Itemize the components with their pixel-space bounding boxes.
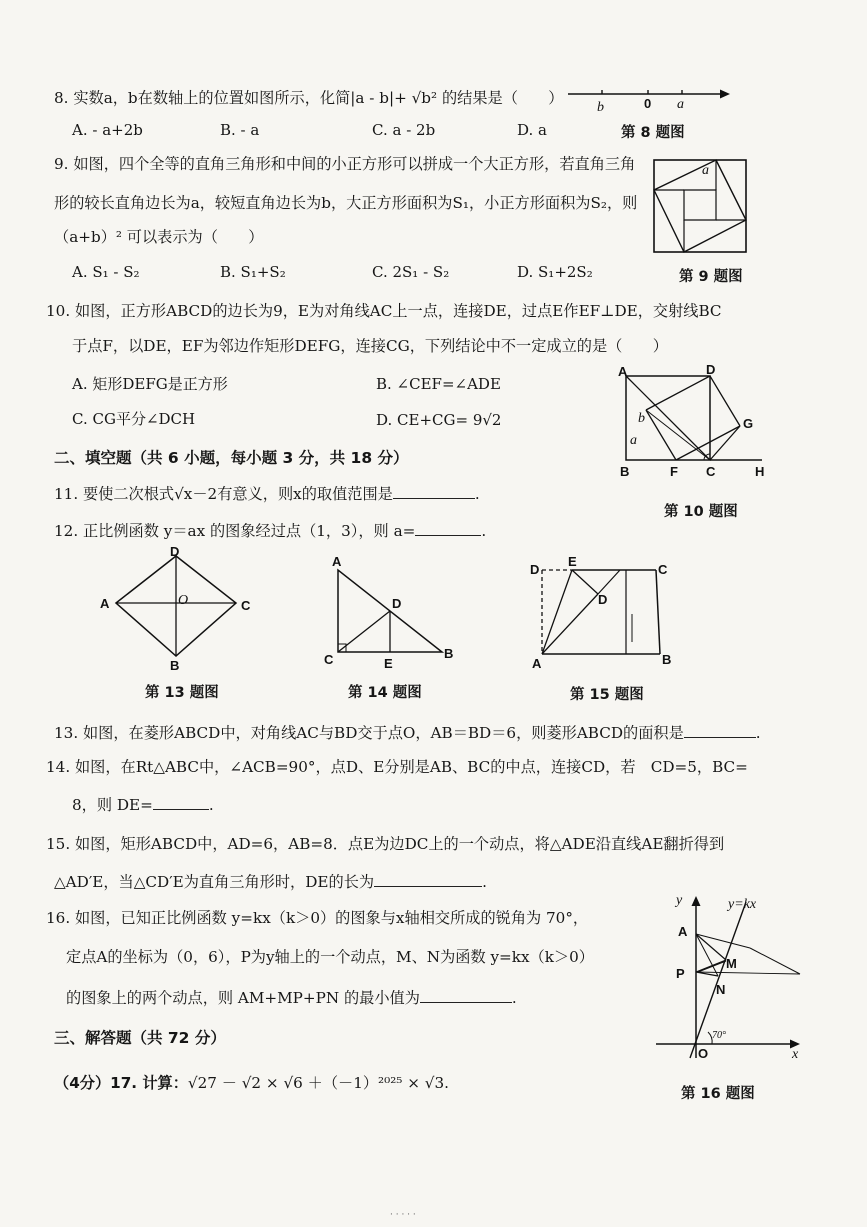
q14-line2: 8，则 DE= . (72, 793, 214, 815)
fig14-triangle (320, 552, 465, 677)
q13-answer-blank[interactable] (684, 721, 756, 738)
fig15-label-D: D (530, 562, 540, 577)
q9-line2: 形的较长直角边长为a，较短直角边长为b，大正方形面积为S₁，小正方形面积为S₂，则 (54, 194, 638, 212)
q8-number-line (560, 78, 740, 118)
q16-label-ykx: y=kx (728, 897, 757, 912)
q8-option-b[interactable]: B. - a (220, 121, 260, 139)
q16-answer-blank[interactable] (420, 986, 512, 1003)
q10-option-c[interactable]: C. CG平分∠DCH (72, 410, 196, 428)
q9-option-c[interactable]: C. 2S₁ - S₂ (372, 263, 450, 281)
q10-label-b: b (638, 411, 645, 426)
q11-stem: 11. 要使二次根式√x－2有意义，则x的取值范围是 (54, 485, 393, 503)
q12-text: 12. 正比例函数 y＝ax 的图象经过点（1，3），则 a= . (54, 519, 486, 541)
q13-stem: 13. 如图，在菱形ABCD中，对角线AC与BD交于点O，AB＝BD＝6，则菱形ABCD的面积是 (54, 724, 684, 742)
q10-label-a: a (630, 433, 637, 448)
q10-option-d[interactable]: D. CE+CG= 9√2 (376, 411, 502, 429)
q8-option-d[interactable]: D. a (517, 121, 547, 139)
q10-option-b[interactable]: B. ∠CEF=∠ADE (376, 375, 501, 393)
q8-axis-label-a: a (677, 97, 684, 112)
q16-label-x: x (792, 1047, 799, 1062)
q16-line3: 的图象上的两个动点，则 AM+MP+PN 的最小值为 . (66, 986, 517, 1008)
q16-label-P: P (676, 966, 685, 981)
fig14-label-E: E (384, 656, 393, 671)
q9-figure (650, 158, 750, 258)
fig15-label-A: A (532, 656, 542, 671)
q17-text (54, 1073, 449, 1093)
q9-figure-caption: 第 9 题图 (679, 269, 743, 285)
fig15-label-C: C (658, 562, 668, 577)
q15-line2: △AD′E，当△CD′E为直角三角形时，DE的长为 . (54, 870, 487, 892)
q10-option-a[interactable]: A. 矩形DEFG是正方形 (72, 375, 228, 393)
q16-figure (650, 888, 810, 1068)
fig14-label-B: B (444, 646, 454, 661)
q16-stem: 的图象上的两个动点，则 AM+MP+PN 的最小值为 (66, 989, 420, 1007)
section2-heading: 二、填空题（共 6 小题，每小题 3 分，共 18 分） (54, 449, 409, 467)
fig15-caption: 第 15 题图 (570, 687, 644, 703)
q12-answer-blank[interactable] (415, 519, 481, 536)
fig15-label-E: E (568, 554, 577, 569)
q16-line2: 定点A的坐标为（0，6），P为y轴上的一个动点，M、N为函数 y=kx（k＞0） (66, 948, 594, 966)
fig13-label-C: C (241, 598, 251, 613)
q10-label-A: A (618, 364, 628, 379)
q17-prefix: （4分）17. 计算： (54, 1074, 188, 1092)
q14-stem: 8，则 DE= (72, 796, 153, 814)
q10-label-C: C (706, 464, 716, 479)
fig13-label-A: A (100, 596, 110, 611)
q14-answer-blank[interactable] (153, 793, 209, 810)
fig15-label-D-prime: D (598, 592, 608, 607)
q10-figure-caption: 第 10 题图 (664, 504, 738, 520)
q16-label-y: y (676, 893, 683, 908)
fig14-label-C: C (324, 652, 334, 667)
page-footer: · · · · · (390, 1210, 416, 1220)
section3-heading: 三、解答题（共 72 分） (54, 1029, 226, 1047)
q16-figure-caption: 第 16 题图 (681, 1086, 755, 1102)
fig13-label-D: D (170, 544, 180, 559)
q10-label-D: D (706, 362, 716, 377)
q8-axis-label-0: 0 (644, 96, 652, 111)
q8-figure-caption: 第 8 题图 (621, 125, 685, 141)
fig14-label-A: A (332, 554, 342, 569)
fig13-caption: 第 13 题图 (145, 685, 219, 701)
q9-line3: （a+b）² 可以表示为（ ） (54, 228, 264, 246)
fig14-caption: 第 14 题图 (348, 685, 422, 701)
q9-line1: 9. 如图，四个全等的直角三角形和中间的小正方形可以拼成一个大正方形，若直角三角 (54, 155, 636, 173)
fig13-rhombus (100, 544, 260, 673)
fig15-label-B: B (662, 652, 672, 667)
fig14-label-D: D (392, 596, 402, 611)
q17-expression: √27 － √2 × √6 ＋（－1）²⁰²⁵ × √3. (187, 1074, 449, 1092)
q8-text: 8. 实数a，b在数轴上的位置如图所示，化简|a - b|+ √b² 的结果是（ ） (54, 89, 564, 107)
q15-stem: △AD′E，当△CD′E为直角三角形时，DE的长为 (54, 873, 375, 891)
q10-label-H: H (755, 464, 765, 479)
fig13-label-B: B (170, 658, 180, 673)
q10-label-B: B (620, 464, 630, 479)
q16-label-O: O (698, 1046, 709, 1061)
q11-text: 11. 要使二次根式√x－2有意义，则x的取值范围是 . (54, 482, 480, 504)
q14-line1: 14. 如图，在Rt△ABC中，∠ACB=90°，点D、E分别是AB、BC的中点，连接CD，若 CD=5，BC= (46, 758, 748, 776)
q10-label-G: G (743, 416, 754, 431)
q8-axis-label-b: b (597, 100, 604, 115)
q10-label-F: F (670, 464, 678, 479)
q15-answer-blank[interactable] (374, 870, 482, 887)
q9-option-d[interactable]: D. S₁+2S₂ (517, 263, 593, 281)
q9-option-b[interactable]: B. S₁+S₂ (220, 263, 286, 281)
q16-line1: 16. 如图，已知正比例函数 y=kx（k＞0）的图象与x轴相交所成的锐角为 70°， (46, 909, 589, 927)
q12-stem: 12. 正比例函数 y＝ax 的图象经过点（1，3），则 a= (54, 522, 416, 540)
q13-text: 13. 如图，在菱形ABCD中，对角线AC与BD交于点O，AB＝BD＝6，则菱形ABCD的面积是 . (54, 721, 761, 743)
q10-line1: 10. 如图，正方形ABCD的边长为9，E为对角线AC上一点，连接DE，过点E作EF⊥DE，交射线BC (46, 302, 722, 320)
q16-label-70deg: 70° (712, 1030, 726, 1041)
q16-label-N: N (716, 982, 726, 997)
fig13-label-O: O (178, 593, 189, 608)
q10-line2: 于点F，以DE，EF为邻边作矩形DEFG，连接CG，下列结论中不一定成立的是（ ） (72, 337, 668, 355)
q15-line1: 15. 如图，矩形ABCD中，AD=6，AB=8．点E为边DC上的一个动点，将△ADE沿直线AE翻折得到 (46, 835, 725, 853)
q9-figure-label-a: a (702, 163, 709, 178)
fig15-rectangle (528, 556, 683, 671)
q16-label-A: A (678, 924, 688, 939)
q8-option-c[interactable]: C. a - 2b (372, 121, 436, 139)
q10-figure (612, 362, 772, 502)
q8-option-a[interactable]: A. - a+2b (72, 121, 143, 139)
q11-answer-blank[interactable] (393, 482, 475, 499)
q9-option-a[interactable]: A. S₁ - S₂ (72, 263, 140, 281)
q16-label-M: M (726, 956, 737, 971)
